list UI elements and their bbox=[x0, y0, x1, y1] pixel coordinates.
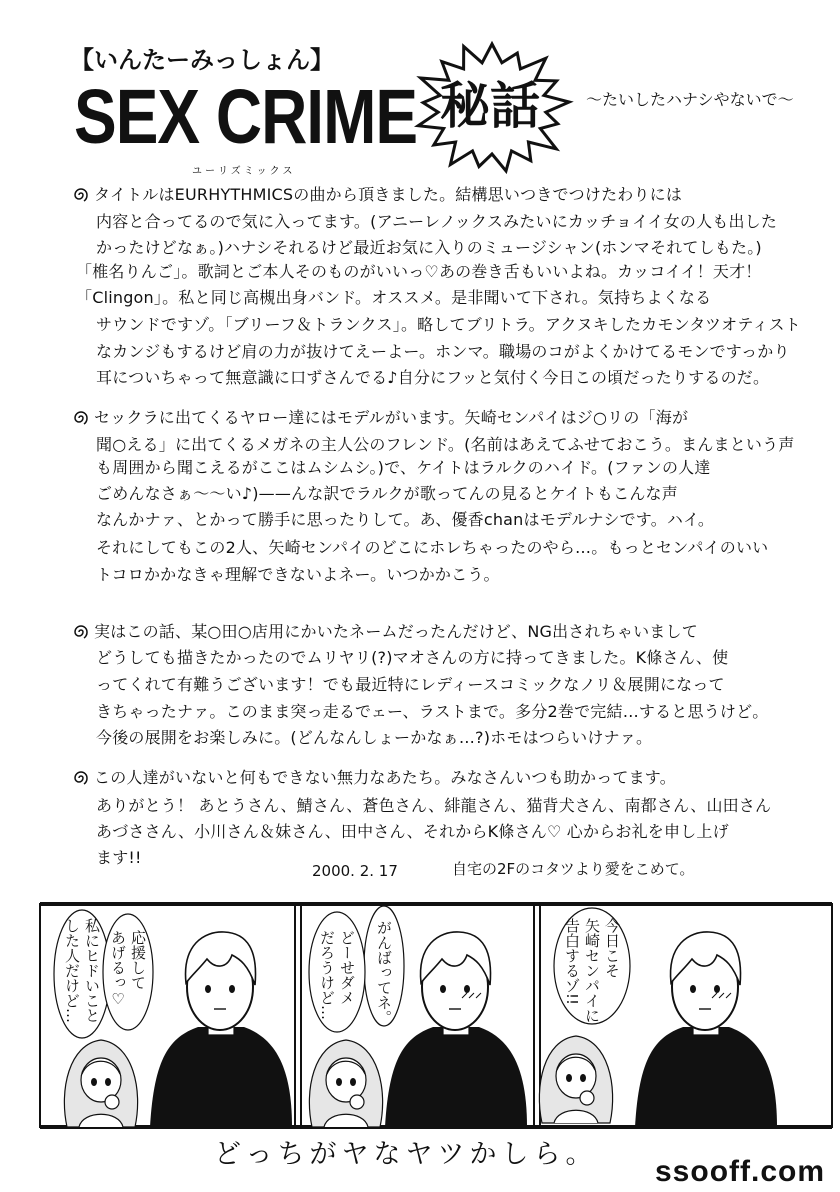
bubble-column: あげるっ♡ bbox=[109, 930, 127, 1008]
page-subtitle: ～たいしたハナシやないで～ bbox=[586, 90, 794, 109]
signature-date: 2000. 2. 17 bbox=[312, 862, 398, 880]
speech-bubble-text bbox=[62, 918, 102, 1023]
text-line: この人達がいないと何もできない無力なあたち。みなさんいつも助かってます。 bbox=[94, 768, 676, 787]
swirl-bullet-icon bbox=[72, 186, 90, 204]
page-title: SEX CRIME bbox=[74, 73, 418, 160]
text-line: かったけどなぁ。)ハナシそれるけど最近お気に入りのミュージシャン(ホンマそれてしもた。) bbox=[96, 238, 762, 257]
comic-caption: どっちがヤなヤツかしら。 bbox=[214, 1139, 598, 1170]
text-line: なんかナァ、とかって勝手に思ったりして。あ、優香chanはモデルナシです。ハイ。 bbox=[96, 510, 715, 529]
guy-figure bbox=[150, 932, 292, 1127]
bubble-column: 矢崎センパイに bbox=[583, 918, 601, 1023]
speech-bubble-text bbox=[317, 930, 357, 1020]
text-line: 実はこの話、某○田○店用にかいたネームだったんだけど、NG出されちゃいまして bbox=[94, 622, 698, 641]
bubble-column: した人だけど… bbox=[63, 918, 81, 1023]
speech-bubble-text bbox=[562, 918, 622, 1023]
swirl-bullet-icon bbox=[72, 409, 90, 427]
bubble-column: どーせダメ bbox=[338, 930, 356, 1005]
title-badge-text: 秘話 bbox=[440, 77, 540, 135]
text-line: ごめんなさぁ～～い♪)——んな訳でラルクが歌ってんの見るとケイトもこんな声 bbox=[96, 484, 678, 503]
bubble-column: だろうけど… bbox=[318, 930, 336, 1020]
bubble-column: 今日こそ bbox=[603, 918, 621, 978]
section-header: 【いんたーみっしょん】 bbox=[70, 46, 334, 74]
bubble-column: 応援して bbox=[129, 930, 147, 990]
text-line: ありがとう！ あとうさん、鯖さん、蒼色さん、緋龍さん、猫背犬さん、南都さん、山田さん bbox=[96, 796, 772, 815]
text-line: 「Clingon」。私と同じ高槻出身バンド。オススメ。是非聞いて下され。気持ちよくなる bbox=[76, 288, 712, 307]
text-line: タイトルはEURHYTHMICSの曲から頂きました。結構思いつきでつけたわりには bbox=[94, 185, 683, 204]
watermark: ssooff.com bbox=[655, 1155, 826, 1188]
text-line: トコロかかなきゃ理解できないよネー。いつかかこう。 bbox=[96, 565, 500, 584]
text-line: それにしてもこの2人、矢崎センパイのどこにホレちゃったのやら…。もっとセンパイのいい bbox=[96, 538, 769, 557]
swirl-bullet-icon bbox=[72, 769, 90, 787]
text-line: も周囲から聞こえるがここはムシムシ。)で、ケイトはラルクのハイド。(ファンの人達 bbox=[96, 458, 711, 477]
girl-figure bbox=[539, 1036, 612, 1123]
furigana-ruby: ユーリズミックス bbox=[192, 166, 296, 177]
text-line: 今後の展開をお楽しみに。(どんなんしょーかなぁ…?)ホモはつらいけナァ。 bbox=[96, 728, 653, 747]
text-line: きちゃったナァ。このまま突っ走るでェー、ラストまで。多分2巻で完結…すると思うけど。 bbox=[96, 702, 769, 721]
text-line: 「椎名りんご」。歌詞とご本人そのものがいいっ♡あの巻き舌もいいよね。カッコイイ！天才！ bbox=[76, 262, 762, 281]
guy-figure bbox=[635, 932, 777, 1127]
text-line: どうしても描きたかったのでムリヤリ(?)マオさんの方に持ってきました。K條さん、使 bbox=[96, 648, 729, 667]
girl-figure bbox=[309, 1040, 382, 1127]
signature-note: 自宅の2Fのコタツより愛をこめて。 bbox=[452, 860, 695, 878]
comic-strip bbox=[0, 890, 840, 1140]
text-line: 聞○える」に出てくるメガネの主人公のフレンド。(名前はあえてふせておこう。まんまという声 bbox=[96, 435, 795, 454]
text-line: ます!! bbox=[96, 848, 142, 867]
girl-figure bbox=[64, 1040, 137, 1127]
text-line: 耳についちゃって無意識に口ずさんでる♪自分にフッと気付く今日この頃だったりするのだ。 bbox=[96, 368, 770, 387]
speech-bubble-text bbox=[108, 930, 148, 1008]
bubble-column: がんばってネ。 bbox=[375, 920, 393, 1025]
bubble-column: 私にヒドいこと bbox=[83, 918, 101, 1023]
text-line: セックラに出てくるヤロー達にはモデルがいます。矢崎センパイはジ○リの「海が bbox=[94, 408, 689, 427]
guy-figure bbox=[385, 932, 527, 1127]
speech-bubble-text bbox=[374, 920, 394, 1025]
text-line: なカンジもするけど肩の力が抜けてえーよー。ホンマ。職場のコがよくかけてるモンですっかり bbox=[96, 342, 790, 361]
text-line: サウンドですゾ。「ブリーフ＆トランクス」。略してブリトラ。アクヌキしたカモンタツオティスト bbox=[96, 315, 801, 334]
text-line: 内容と合ってるので気に入ってます。(アニーレノックスみたいにカッチョイイ女の人も出した bbox=[96, 212, 778, 231]
swirl-bullet-icon bbox=[72, 623, 90, 641]
bubble-column: 告白するゾ!! bbox=[563, 918, 581, 1006]
text-line: ってくれて有難うございます！でも最近特にレディースコミックなノリ＆展開になって bbox=[96, 675, 725, 694]
text-line: あづささん、小川さん＆妹さん、田中さん、それからK條さん♡ 心からお礼を申し上げ bbox=[96, 822, 729, 841]
